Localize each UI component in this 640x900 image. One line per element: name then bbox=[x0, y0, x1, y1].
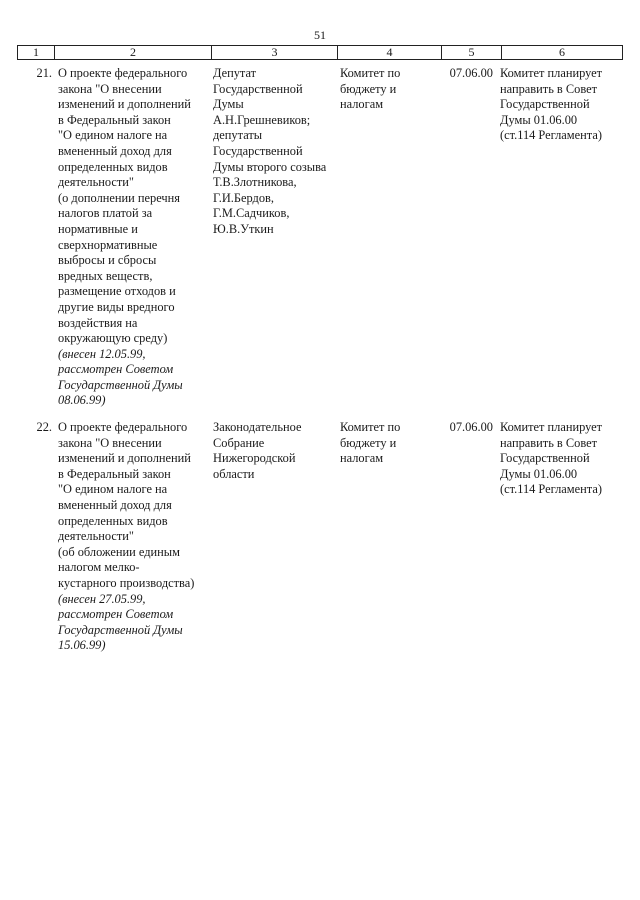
text-line: Комитет по bbox=[340, 66, 401, 80]
text-line: Думы 01.06.00 bbox=[500, 466, 578, 481]
text-line: направить в Совет bbox=[500, 435, 598, 450]
text-line: Законодательное bbox=[213, 420, 302, 434]
text-line: депутаты bbox=[213, 128, 263, 143]
text-line: изменений и дополнений bbox=[58, 451, 191, 466]
text-line: Г.М.Садчиков, bbox=[213, 206, 290, 221]
header-col-2: 2 bbox=[55, 46, 212, 59]
text-line: О проекте федерального bbox=[58, 420, 188, 434]
text-line: размещение отходов и bbox=[58, 284, 176, 299]
text-line: направить в Совет bbox=[500, 81, 598, 96]
header-col-3: 3 bbox=[212, 46, 338, 59]
text-line: Комитет планирует bbox=[500, 420, 603, 434]
header-col-5: 5 bbox=[442, 46, 502, 59]
text-line: Думы второго созыва bbox=[213, 159, 327, 174]
status-line: 08.06.99) bbox=[58, 393, 106, 408]
table-header bbox=[17, 45, 623, 60]
text-line: налогам bbox=[340, 451, 384, 466]
committee-note bbox=[500, 66, 626, 144]
planned-date: 07.06.00 bbox=[449, 66, 493, 80]
row-number: 21. bbox=[36, 66, 52, 80]
text-line: налогов платой за bbox=[58, 206, 153, 221]
text-line: Комитет планирует bbox=[500, 66, 603, 80]
text-line: (о дополнении перечня bbox=[58, 190, 180, 205]
header-col-6: 6 bbox=[559, 45, 565, 59]
status-line: (внесен 27.05.99, bbox=[58, 591, 146, 606]
responsible-committee bbox=[340, 420, 440, 467]
bill-initiator bbox=[213, 420, 333, 482]
status-line: (внесен 12.05.99, bbox=[58, 346, 146, 361]
text-line: налогом мелко- bbox=[58, 560, 140, 575]
text-line: Думы 01.06.00 bbox=[500, 112, 578, 127]
page-number: 51 bbox=[314, 28, 326, 42]
text-line: определенных видов bbox=[58, 513, 168, 528]
text-line: Ю.В.Уткин bbox=[213, 221, 274, 236]
text-line: Государственной bbox=[500, 451, 590, 466]
text-line: вмененный доход для bbox=[58, 497, 172, 512]
status-line: 15.06.99) bbox=[58, 638, 106, 653]
text-line: Нижегородской bbox=[213, 451, 296, 466]
text-line: Депутат bbox=[213, 66, 257, 80]
status-line: Государственной Думы bbox=[58, 622, 183, 637]
text-line: области bbox=[213, 466, 255, 481]
text-line: в Федеральный закон bbox=[58, 466, 171, 481]
text-line: выбросы и сбросы bbox=[58, 253, 157, 268]
text-line: бюджету и bbox=[340, 81, 397, 96]
text-line: вредных веществ, bbox=[58, 268, 153, 283]
text-line: сверхнормативные bbox=[58, 237, 158, 252]
text-line: бюджету и bbox=[340, 435, 397, 450]
header-col-4: 4 bbox=[338, 46, 442, 59]
text-line: Государственной bbox=[213, 81, 303, 96]
status-line: рассмотрен Советом bbox=[58, 607, 174, 622]
text-line: определенных видов bbox=[58, 159, 168, 174]
text-line: налогам bbox=[340, 97, 384, 112]
text-line: Собрание bbox=[213, 435, 265, 450]
text-line: А.Н.Грешневиков; bbox=[213, 112, 311, 127]
text-line: деятельности" bbox=[58, 175, 134, 190]
text-line: Государственной bbox=[500, 97, 590, 112]
status-line: рассмотрен Советом bbox=[58, 362, 174, 377]
bill-description bbox=[58, 66, 208, 409]
bill-description bbox=[58, 420, 208, 654]
text-line: деятельности" bbox=[58, 529, 134, 544]
text-line: Государственной bbox=[213, 143, 303, 158]
text-line: "О едином налоге на bbox=[58, 128, 168, 143]
text-line: Думы bbox=[213, 97, 244, 112]
header-col-1: 1 bbox=[18, 46, 55, 59]
text-line: кустарного производства) bbox=[58, 575, 195, 590]
text-line: в Федеральный закон bbox=[58, 112, 171, 127]
text-line: (об обложении единым bbox=[58, 544, 180, 559]
bill-initiator bbox=[213, 66, 333, 238]
text-line: закона "О внесении bbox=[58, 81, 162, 96]
text-line: Комитет по bbox=[340, 420, 401, 434]
text-line: воздействия на bbox=[58, 315, 138, 330]
text-line: О проекте федерального bbox=[58, 66, 188, 80]
text-line: (ст.114 Регламента) bbox=[500, 482, 602, 497]
text-line: (ст.114 Регламента) bbox=[500, 128, 602, 143]
text-line: Г.И.Бердов, bbox=[213, 190, 275, 205]
row-number: 22. bbox=[36, 420, 52, 434]
text-line: "О едином налоге на bbox=[58, 482, 168, 497]
text-line: Т.В.Злотникова, bbox=[213, 175, 297, 190]
committee-note bbox=[500, 420, 626, 498]
planned-date: 07.06.00 bbox=[449, 420, 493, 434]
text-line: другие виды вредного bbox=[58, 299, 175, 314]
responsible-committee bbox=[340, 66, 440, 113]
status-line: Государственной Думы bbox=[58, 377, 183, 392]
text-line: нормативные и bbox=[58, 221, 138, 236]
text-line: закона "О внесении bbox=[58, 435, 162, 450]
text-line: изменений и дополнений bbox=[58, 97, 191, 112]
text-line: окружающую среду) bbox=[58, 331, 168, 346]
text-line: вмененный доход для bbox=[58, 143, 172, 158]
